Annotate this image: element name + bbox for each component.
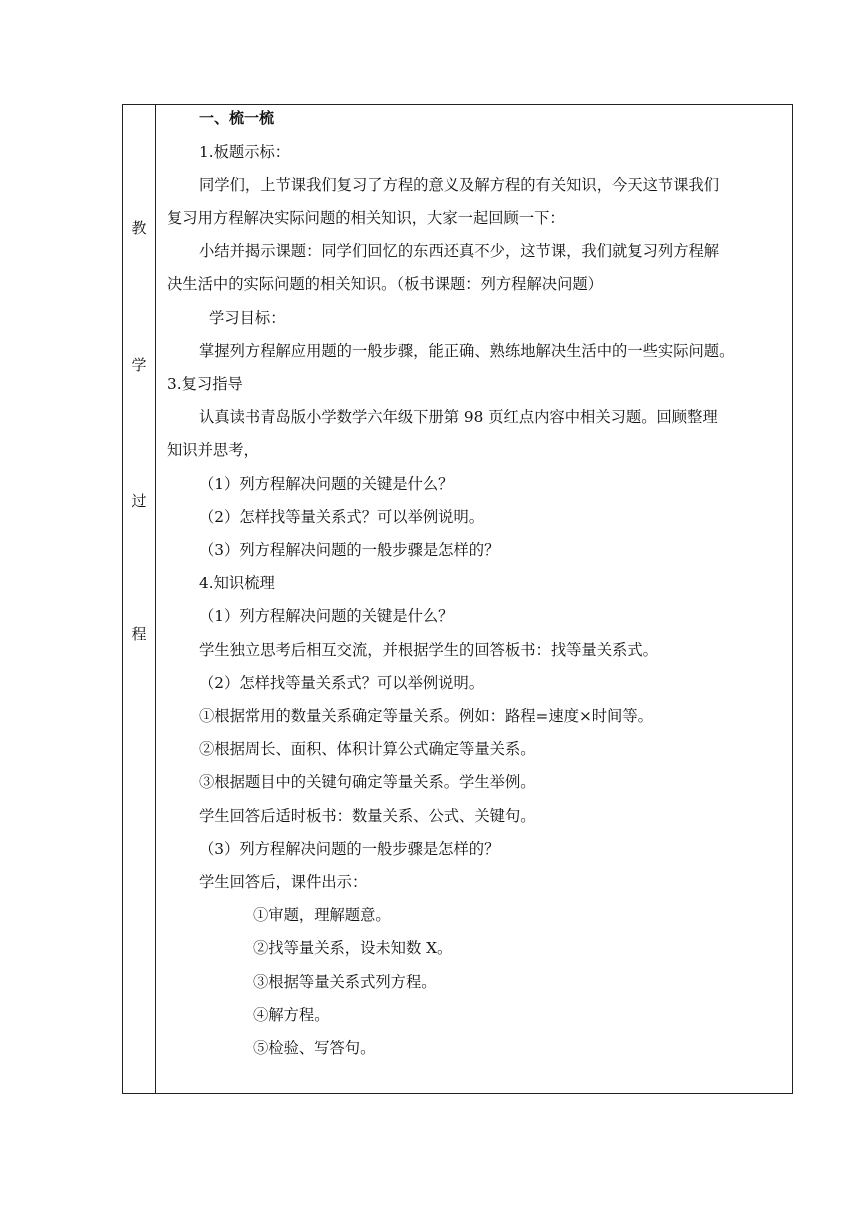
text-line: 学生回答后，课件出示： <box>199 873 368 891</box>
text-line: 认真读书青岛版小学数学六年级下册第 98 页红点内容中相关习题。回顾整理 <box>199 408 718 426</box>
text-line: 学生独立思考后相互交流，并根据学生的回答板书：找等量关系式。 <box>199 641 658 659</box>
side-label-char: 过 <box>131 492 147 510</box>
text-line: （3）列方程解决问题的一般步骤是怎样的？ <box>199 840 500 858</box>
column-divider <box>155 105 156 1093</box>
text-line: （1）列方程解决问题的关键是什么？ <box>199 475 454 493</box>
step-item: ④解方程。 <box>253 1006 330 1024</box>
text-line: 学生回答后适时板书：数量关系、公式、关键句。 <box>199 807 536 825</box>
side-label-char: 教 <box>131 219 147 237</box>
text-line: （1）列方程解决问题的关键是什么？ <box>199 607 454 625</box>
lesson-table <box>122 104 793 1094</box>
text-line: 决生活中的实际问题的相关知识。（板书课题：列方程解决问题） <box>167 275 603 293</box>
text-line: 小结并揭示课题：同学们回忆的东西还真不少，这节课，我们就复习列方程解 <box>199 242 720 260</box>
text-line: 复习用方程解决实际问题的相关知识，大家一起回顾一下： <box>167 209 565 227</box>
step-item: ①审题，理解题意。 <box>253 906 391 924</box>
text-line: 知识并思考， <box>167 441 259 459</box>
text-line: （3）列方程解决问题的一般步骤是怎样的？ <box>199 541 500 559</box>
section-heading: 4.知识梳理 <box>199 574 275 592</box>
text-line: ③根据题目中的关键句确定等量关系。学生举例。 <box>199 773 536 791</box>
text-line: 1.板题示标： <box>199 143 291 161</box>
step-item: ③根据等量关系式列方程。 <box>253 973 437 991</box>
text-line: 学习目标： <box>209 309 286 327</box>
text-line: ②根据周长、面积、体积计算公式确定等量关系。 <box>199 740 536 758</box>
step-item: ②找等量关系，设未知数 X。 <box>253 939 453 957</box>
step-item: ⑤检验、写答句。 <box>253 1039 376 1057</box>
side-label-char: 程 <box>131 625 147 643</box>
section-heading: 3.复习指导 <box>167 375 243 393</box>
section-heading: 一、梳一梳 <box>199 109 275 127</box>
side-label-char: 学 <box>131 356 147 374</box>
text-line: （2）怎样找等量关系式？可以举例说明。 <box>199 508 485 526</box>
text-line: 同学们，上节课我们复习了方程的意义及解方程的有关知识，今天这节课我们 <box>199 176 720 194</box>
text-line: （2）怎样找等量关系式？可以举例说明。 <box>199 674 485 692</box>
text-line: 掌握列方程解应用题的一般步骤，能正确、熟练地解决生活中的一些实际问题。 <box>199 342 735 360</box>
text-line: ①根据常用的数量关系确定等量关系。例如：路程=速度×时间等。 <box>199 707 653 725</box>
